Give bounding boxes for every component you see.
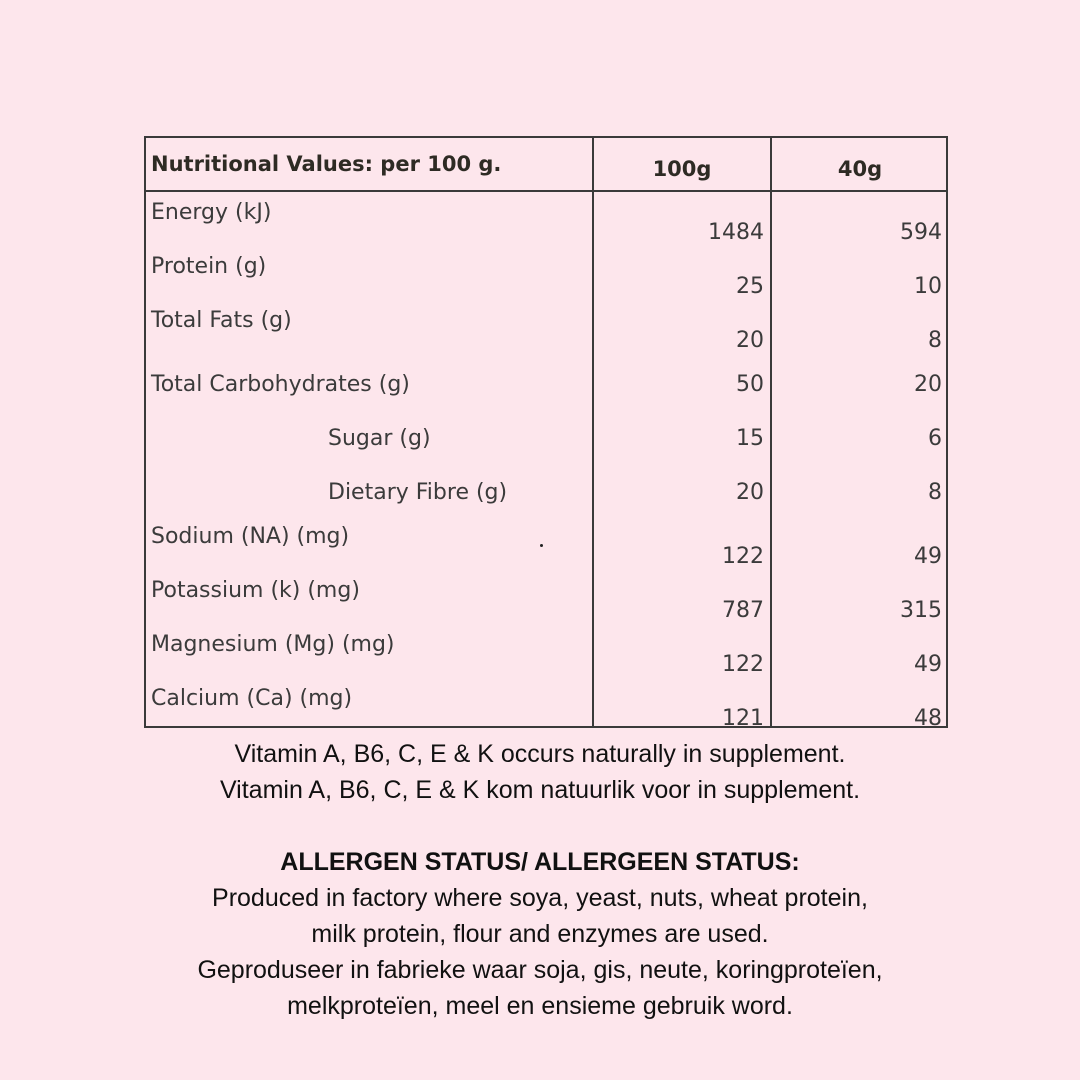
row-value-40g: 8	[928, 480, 942, 505]
table-row	[146, 688, 946, 742]
row-label: Protein (g)	[151, 254, 267, 279]
row-label: Calcium (Ca) (mg)	[151, 686, 353, 711]
table-row	[146, 310, 946, 364]
allergen-line: Geproduseer in fabrieke waar soja, gis, neute, koringproteïen,	[197, 956, 883, 984]
row-label: Dietary Fibre (g)	[328, 480, 508, 505]
row-value-100g: 122	[722, 544, 764, 569]
row-value-40g: 8	[928, 328, 942, 353]
table-row	[146, 418, 946, 472]
nutrition-table	[144, 136, 948, 731]
row-label: Potassium (k) (mg)	[151, 578, 360, 603]
row-value-100g: 121	[722, 706, 764, 731]
row-value-40g: 594	[900, 220, 942, 245]
row-value-40g: 49	[914, 652, 942, 677]
row-label: Sugar (g)	[328, 426, 431, 451]
stray-dot	[540, 544, 543, 547]
allergen-line: milk protein, flour and enzymes are used.	[311, 920, 769, 948]
row-value-40g: 10	[914, 274, 942, 299]
row-value-40g: 6	[928, 426, 942, 451]
header-100g: 100g	[652, 157, 712, 181]
row-label: Total Carbohydrates (g)	[151, 372, 410, 397]
row-value-100g: 122	[722, 652, 764, 677]
row-value-40g: 49	[914, 544, 942, 569]
table-row	[146, 472, 946, 526]
table-row	[146, 634, 946, 688]
row-label: Total Fats (g)	[151, 308, 292, 333]
row-value-100g: 20	[736, 328, 764, 353]
vitamin-note-af: Vitamin A, B6, C, E & K kom natuurlik voor in supplement.	[219, 776, 861, 804]
row-label: Sodium (NA) (mg)	[151, 524, 350, 549]
row-value-100g: 25	[736, 274, 764, 299]
row-value-100g: 1484	[708, 220, 764, 245]
row-label: Energy (kJ)	[151, 200, 272, 225]
table-row	[146, 256, 946, 310]
row-value-100g: 15	[736, 426, 764, 451]
table-row	[146, 526, 946, 580]
row-value-40g: 315	[900, 598, 942, 623]
table-row	[146, 202, 946, 256]
table-row	[146, 580, 946, 634]
row-value-100g: 787	[722, 598, 764, 623]
header-label: Nutritional Values: per 100 g.	[151, 152, 502, 176]
allergen-line: melkproteïen, meel en ensieme gebruik word.	[287, 992, 793, 1020]
table-header-row	[146, 138, 946, 192]
allergen-heading: ALLERGEN STATUS/ ALLERGEEN STATUS:	[280, 848, 800, 876]
notes-block	[0, 736, 1080, 1024]
row-value-40g: 20	[914, 372, 942, 397]
row-value-40g: 48	[914, 706, 942, 731]
allergen-line: Produced in factory where soya, yeast, nuts, wheat protein,	[212, 884, 868, 912]
vitamin-note-en: Vitamin A, B6, C, E & K occurs naturally in supplement.	[234, 740, 846, 768]
table-row	[146, 364, 946, 418]
row-label: Magnesium (Mg) (mg)	[151, 632, 395, 657]
row-value-100g: 50	[736, 372, 764, 397]
row-value-100g: 20	[736, 480, 764, 505]
header-40g: 40g	[837, 157, 883, 181]
